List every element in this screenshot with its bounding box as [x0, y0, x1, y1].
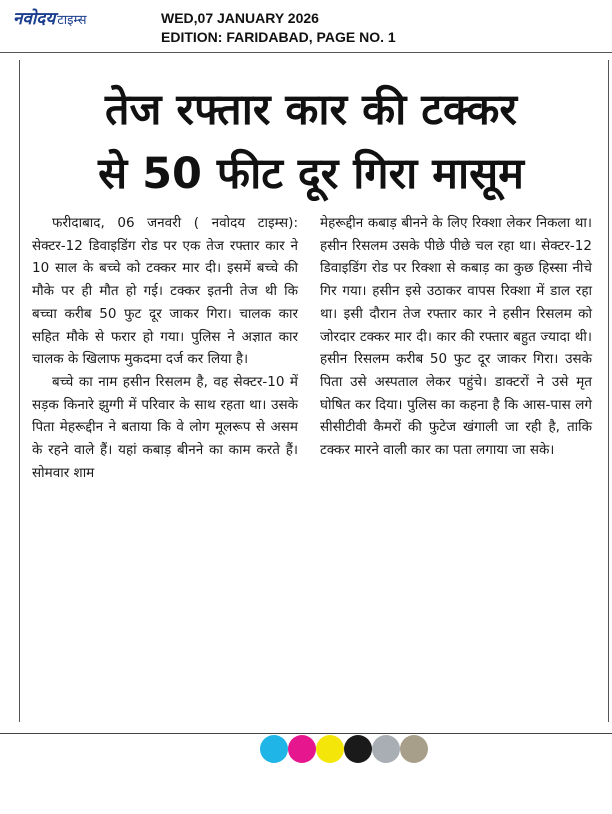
date-line: WED,07 JANUARY 2026 — [161, 10, 319, 26]
masthead-divider — [0, 52, 612, 53]
article-paragraph: मेहरूद्दीन कबाड़ बीनने के लिए रिक्शा लेकर निकला था। हसीन रिसलम उसके पीछे पीछे चल रहा था। सेक्टर-12 डिवाइडिंग रोड पर रिक्शा से कबाड़ का कुछ हिस्सा नीचे गिर गया। हसीन इसे उठाकर वापस रिक्शा में डाल रहा था। इसी दौरान तेज रफ्तार कार ने हसीन रिसलम को जोरदार टक्कर मार दी। कार की रफ्तार बहुत ज्यादा थी। हसीन रिसलम करीब 50 फुट दूर जाकर गिरा। उसके पिता उसे अस्पताल लेकर पहुंचे। डाक्टरों ने उसे मृत घोषित कर दिया। पुलिस का कहना है कि आस-पास लगे सीसीटीवी कैमरों की फुटेज खंगाली जा रही है, ताकि टक्कर मारने वाली कार का पता लगाया जा सके। — [320, 215, 592, 459]
gray-swatch — [372, 735, 400, 763]
headline-line-2: से 50 फीट दूर गिरा मासूम — [98, 149, 524, 199]
article-paragraph: बच्चे का नाम हसीन रिसलम है, वह सेक्टर-10 में सड़क किनारे झुग्गी में परिवार के साथ रहता था। उसके पिता मेहरूद्दीन ने बताया कि वे लोग मूलरूप से असम के रहने वाले हैं। यहां कबाड़ बीनने का काम करते हैं। सोमवार शाम — [32, 373, 298, 481]
article-column-left — [32, 212, 298, 484]
logo-sub-text: टाइम्स — [57, 13, 87, 28]
magenta-swatch — [288, 735, 316, 763]
right-column-rule — [608, 60, 609, 722]
tan-swatch — [400, 735, 428, 763]
yellow-swatch — [316, 735, 344, 763]
cyan-swatch — [260, 735, 288, 763]
masthead — [0, 0, 612, 52]
article-headline — [26, 78, 596, 206]
edition-line: EDITION: FARIDABAD, PAGE NO. 1 — [161, 29, 396, 45]
article-column-right — [320, 212, 592, 462]
newspaper-logo — [13, 9, 87, 31]
logo-main-text: नवोदय — [13, 9, 56, 29]
black-swatch — [344, 735, 372, 763]
headline-line-1: तेज रफ्तार कार की टक्कर — [105, 85, 517, 135]
article-paragraph: फरीदाबाद, 06 जनवरी ( नवोदय टाइम्स): सेक्टर-12 डिवाइडिंग रोड पर एक तेज रफ्तार कार ने 10 साल के बच्चे को टक्कर मार दी। इसमें बच्चे की मौके पर ही मौत हो गई। टक्कर इतनी तेज थी कि बच्चा करीब 50 फुट दूर जाकर गिरा। चालक कार सहित मौके से फरार हो गया। पुलिस ने अज्ञात कार चालक के खिलाफ मुकदमा दर्ज कर लिया है। — [32, 215, 298, 368]
footer-divider — [0, 733, 612, 734]
left-column-rule — [19, 60, 20, 722]
edition-info — [161, 9, 396, 47]
